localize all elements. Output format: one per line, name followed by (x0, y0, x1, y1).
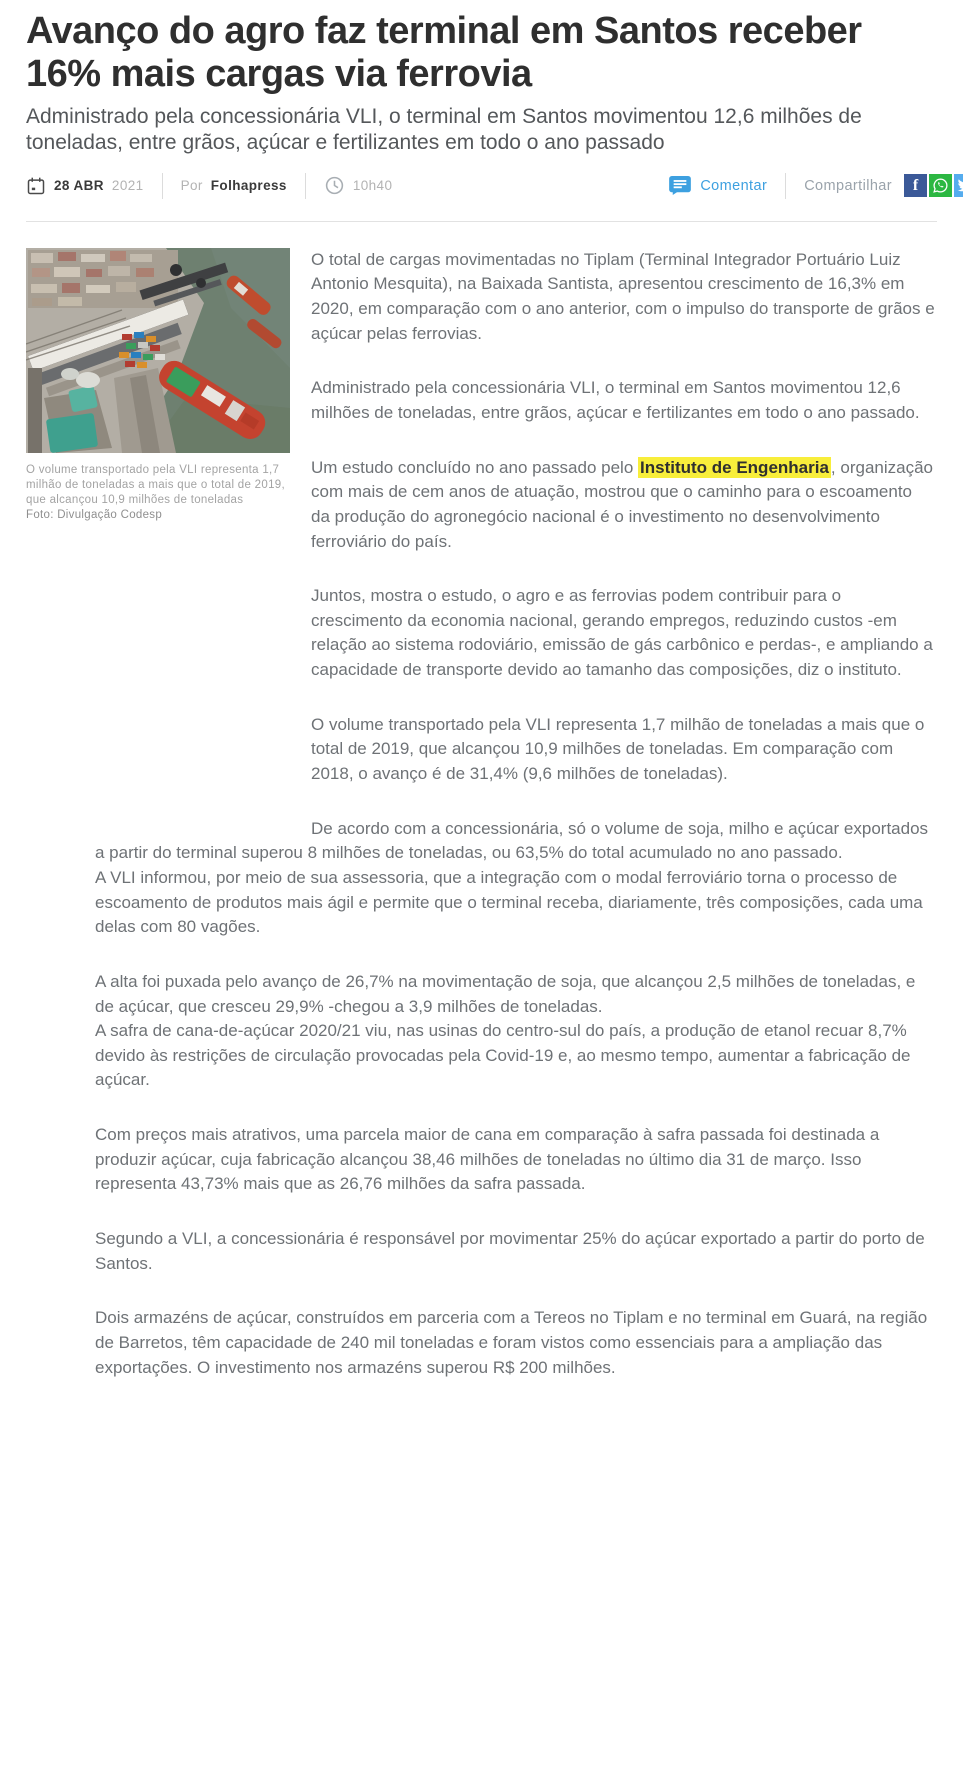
paragraph-text: O volume transportado pela VLI representa 1,7 milhão de toneladas a mais que o total de 2019, que alcançou 10,9 milhões de toneladas. Em comparação com 2018, o avanço é de 31,4% (9,6 milhões de toneladas). (311, 714, 925, 784)
port-aerial-photo (26, 248, 290, 453)
article-paragraph (95, 1123, 935, 1197)
twitter-icon (957, 178, 963, 193)
facebook-share-button[interactable] (904, 174, 927, 197)
paragraph-text: A safra de cana-de-açúcar 2020/21 viu, nas usinas do centro-sul do país, a produção de etanol recuar 8,7% devido às restrições de circulação provocadas pela Covid-19 e, ao mesmo tempo, aumentar a fabricação de açúcar. (95, 1021, 911, 1090)
meta-left-group (26, 173, 392, 199)
page-title: Avanço do agro faz terminal em Santos receber 16% mais cargas via ferrovia (26, 10, 862, 95)
publish-time (324, 175, 393, 196)
paragraph-text: , organização com mais de cem anos de atuação, mostrou que o caminho para o escoamento da produção do agronegócio nacional é o investimento no desenvolvimento ferroviário do país. (311, 457, 933, 551)
article-figure (26, 248, 290, 823)
clock-icon (324, 175, 345, 196)
paragraph-text: Administrado pela concessionária VLI, o terminal em Santos movimentou 12,6 milhões de toneladas, entre grãos, açúcar e fertilizantes em todo o ano passado. (311, 378, 920, 422)
article-paragraph (95, 970, 935, 1019)
publish-date (26, 176, 144, 196)
paragraph-text: Com preços mais atrativos, uma parcela maior de cana em comparação à safra passada foi destinada a produzir açúcar, cuja fabricação alcançou 38,46 milhões de toneladas no último dia 31 de março. Isso representa 43,73% mais que as 26,76 milhões da safra passada. (95, 1125, 880, 1194)
time-value: 10h40 (352, 178, 393, 194)
byline-prefix: Por (180, 178, 203, 194)
whatsapp-share-button[interactable] (929, 174, 952, 197)
facebook-icon: f (912, 176, 919, 194)
article-subtitle: Administrado pela concessionária VLI, o terminal em Santos movimentou 12,6 milhões de toneladas, entre grãos, açúcar e fertilizantes em todo o ano passado (26, 104, 862, 155)
paragraph-text: De acordo com a concessionária, só o volume de soja, milho e açúcar exportados a partir do terminal superou 8 milhões de toneladas, ou 63,5% do total acumulado no ano passado. (95, 818, 929, 863)
article-paragraph (95, 866, 935, 940)
paragraph-text: O total de cargas movimentadas no Tiplam (Terminal Integrador Portuário Luiz Antonio Mesquita), na Baixada Santista, apresentou crescimento de 16,3% em 2020, em comparação com o ano anterior, com o impulso do transporte de grãos e açúcar pelas ferrovias. (311, 249, 935, 343)
comment-label: Comentar (700, 177, 768, 194)
byline (181, 178, 287, 193)
paragraph-text: Um estudo concluído no ano passado pelo (311, 457, 639, 477)
highlighted-entity-link[interactable]: Instituto de Engenharia (640, 457, 829, 477)
date-day-month: 28 ABR (54, 178, 104, 194)
article-paragraph (95, 1019, 935, 1093)
paragraph-text: Segundo a VLI, a concessionária é responsável por movimentar 25% do açúcar exportado a partir do porto de Santos. (95, 1229, 925, 1273)
whatsapp-icon (932, 177, 949, 194)
date-year: 2021 (111, 178, 144, 194)
article-paragraph (95, 817, 935, 866)
paragraph-text: A VLI informou, por meio de sua assessoria, que a integração com o modal ferroviário torna o processo de escoamento de produtos mais ágil e permite que o terminal receba, diariamente, três composições, cada uma delas com 80 vagões. (95, 867, 923, 937)
share-label: Compartilhar (804, 177, 892, 194)
paragraph-text: Juntos, mostra o estudo, o agro e as ferrovias podem contribuir para o crescimento da economia nacional, gerando empregos, reduzindo custos -em relação ao sistema rodoviário, emissão de gás carbônico e perdas-, e ampliando a capacidade de transporte devido ao tamanho das composições, diz o instituto. (311, 586, 933, 680)
calendar-icon (26, 176, 46, 196)
comment-icon (669, 176, 691, 195)
figure-caption: O volume transportado pela VLI representa 1,7 milhão de toneladas a mais que o total de 2019, que alcançou 10,9 milhões de toneladas (26, 463, 285, 507)
article-body (26, 248, 935, 1380)
meta-separator (162, 173, 163, 199)
byline-author: Folhapress (210, 178, 287, 194)
twitter-share-button[interactable] (954, 174, 963, 197)
figure-credit: Foto: Divulgação Codesp (26, 509, 163, 522)
paragraph-text: A alta foi puxada pelo avanço de 26,7% na movimentação de soja, que alcançou 2,5 milhões de toneladas, e de açúcar, que cresceu 29,9% -chegou a 3,9 milhões de toneladas. (95, 971, 916, 1016)
article-header (26, 10, 935, 157)
meta-separator (305, 173, 306, 199)
meta-right-group (669, 173, 963, 199)
share-buttons (904, 174, 963, 197)
article-paragraph (95, 1227, 935, 1276)
article-paragraph (95, 1306, 935, 1380)
comment-button[interactable] (669, 176, 767, 195)
article-meta-bar (26, 173, 963, 199)
meta-separator (785, 173, 786, 199)
header-divider (26, 221, 937, 222)
paragraph-text: Dois armazéns de açúcar, construídos em parceria com a Tereos no Tiplam e no terminal em Guará, na região de Barretos, têm capacidade de 240 mil toneladas e foram vistos como essenciais para a ampliação das exportações. O investimento nos armazéns superou R$ 200 milhões. (95, 1308, 928, 1377)
